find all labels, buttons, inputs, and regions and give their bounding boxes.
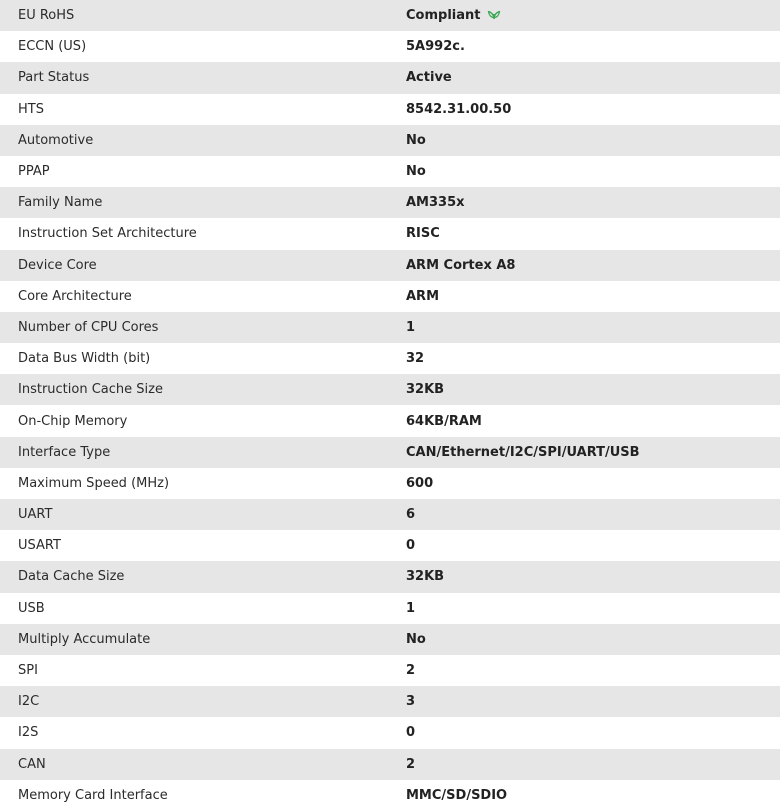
table-row xyxy=(0,218,780,249)
spec-label: USB xyxy=(18,600,45,616)
spec-label: Maximum Speed (MHz) xyxy=(18,475,170,491)
table-row xyxy=(0,312,780,343)
spec-value: 32KB xyxy=(406,382,445,398)
table-row xyxy=(0,343,780,374)
table-row xyxy=(0,655,780,686)
spec-label: EU RoHS xyxy=(18,8,75,24)
spec-value: CAN/Ethernet/I2C/SPI/UART/USB xyxy=(406,444,640,460)
spec-value: 1 xyxy=(406,319,416,335)
spec-label: Number of CPU Cores xyxy=(18,319,159,335)
table-row xyxy=(0,437,780,468)
spec-value: 6 xyxy=(406,507,416,523)
spec-label: CAN xyxy=(18,756,46,772)
table-row xyxy=(0,686,780,717)
table-row xyxy=(0,0,780,31)
table-row xyxy=(0,374,780,405)
spec-value: 2 xyxy=(406,756,416,772)
table-row xyxy=(0,31,780,62)
spec-value: 600 xyxy=(406,475,434,491)
spec-value: 64KB/RAM xyxy=(406,413,482,429)
spec-label: Instruction Set Architecture xyxy=(18,226,197,242)
spec-value: ARM xyxy=(406,288,440,304)
spec-label: Data Bus Width (bit) xyxy=(18,351,151,367)
spec-label: On-Chip Memory xyxy=(18,413,128,429)
spec-value: No xyxy=(406,164,426,180)
spec-label: Core Architecture xyxy=(18,288,132,304)
spec-value: No xyxy=(406,631,426,647)
table-row xyxy=(0,624,780,655)
table-row xyxy=(0,62,780,93)
table-row xyxy=(0,499,780,530)
spec-label: Instruction Cache Size xyxy=(18,382,163,398)
spec-value: No xyxy=(406,132,426,148)
spec-value: 8542.31.00.50 xyxy=(406,101,512,117)
spec-value: Active xyxy=(406,70,452,86)
spec-label: Memory Card Interface xyxy=(18,787,168,803)
spec-value: 3 xyxy=(406,694,416,710)
spec-label: Part Status xyxy=(18,70,90,86)
spec-label: Interface Type xyxy=(18,444,111,460)
table-row xyxy=(0,156,780,187)
spec-label: Data Cache Size xyxy=(18,569,125,585)
spec-label: HTS xyxy=(18,101,44,117)
spec-value: 32 xyxy=(406,351,425,367)
spec-value: ARM Cortex A8 xyxy=(406,257,516,273)
spec-label: I2C xyxy=(18,694,40,710)
spec-label: Automotive xyxy=(18,132,94,148)
spec-value: 0 xyxy=(406,538,416,554)
table-row xyxy=(0,593,780,624)
spec-value: 32KB xyxy=(406,569,445,585)
table-row xyxy=(0,780,780,811)
spec-label: Device Core xyxy=(18,257,97,273)
spec-value: AM335x xyxy=(406,195,465,211)
spec-label: ECCN (US) xyxy=(18,39,87,55)
spec-label: PPAP xyxy=(18,164,50,180)
spec-label: UART xyxy=(18,507,53,523)
spec-label: I2S xyxy=(18,725,39,741)
spec-label: SPI xyxy=(18,663,38,679)
spec-label: Multiply Accumulate xyxy=(18,631,151,647)
table-row xyxy=(0,749,780,780)
table-row xyxy=(0,187,780,218)
table-row xyxy=(0,125,780,156)
table-row xyxy=(0,250,780,281)
spec-label: Family Name xyxy=(18,195,103,211)
spec-value: 2 xyxy=(406,663,416,679)
spec-value: 0 xyxy=(406,725,416,741)
spec-value: RISC xyxy=(406,226,440,242)
spec-value: 5A992c. xyxy=(406,39,465,55)
spec-value: 1 xyxy=(406,600,416,616)
table-row xyxy=(0,530,780,561)
spec-label: USART xyxy=(18,538,61,554)
spec-value-text: Compliant xyxy=(406,8,481,24)
table-row xyxy=(0,281,780,312)
table-row xyxy=(0,717,780,748)
table-row xyxy=(0,405,780,436)
leaf-icon xyxy=(487,8,501,20)
spec-value: MMC/SD/SDIO xyxy=(406,787,508,803)
table-row xyxy=(0,561,780,592)
table-row xyxy=(0,468,780,499)
spec-value xyxy=(388,0,780,31)
table-row xyxy=(0,94,780,125)
